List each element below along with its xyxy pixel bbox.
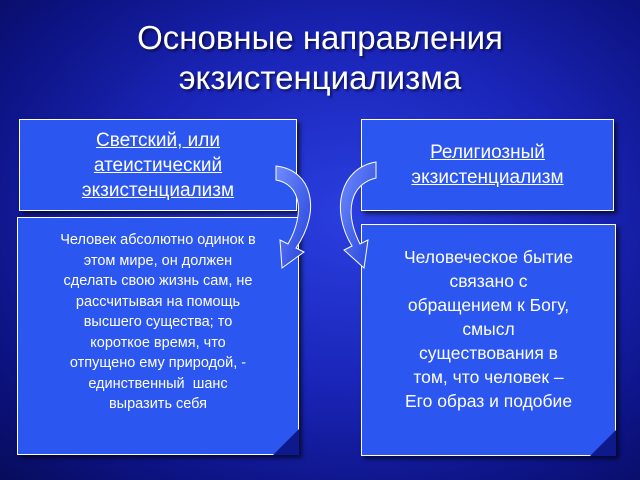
title-line-2: экзистенциализма [178,59,462,96]
secular-desc-line: короткое время, что [90,334,226,351]
secular-desc-line: этом мире, он должен [83,252,233,269]
religious-desc-line: Человеческое бытие [403,247,574,267]
secular-desc-line: высшего существа; то [83,314,233,330]
religious-desc-line: обращением к Богу, [407,295,570,315]
religious-desc-line: Его образ и подобие [404,391,573,411]
secular-desc-line: Человек абсолютно одинок в [60,232,256,248]
secular-label-line-1: Светский, или [96,129,220,151]
title-line-1: Основные направления [137,19,503,56]
religious-label-line-2: экзистенциализм [411,167,564,188]
religious-desc-line: том, что человек – [413,367,564,387]
secular-label-line-2: атеистический [93,154,223,176]
religious-desc-line: связано с [449,271,528,291]
religious-desc-line: смысл [462,319,515,339]
secular-desc-line: рассчитывая на помощь [75,293,241,310]
secular-desc-line: выразить себя [108,396,208,412]
religious-label-line-1: Религиозный [430,142,545,163]
secular-label-line-3: экзистенциализм [81,179,235,201]
curved-arrow-left-icon [276,166,311,268]
secular-desc-line: единственный шанс [88,375,228,392]
secular-desc-line: отпущено ему природой, - [69,355,247,371]
curved-arrow-right-icon [340,162,376,268]
secular-desc-line: сделать свою жизнь сам, не [63,273,253,289]
religious-desc-line: существования в [419,343,558,363]
